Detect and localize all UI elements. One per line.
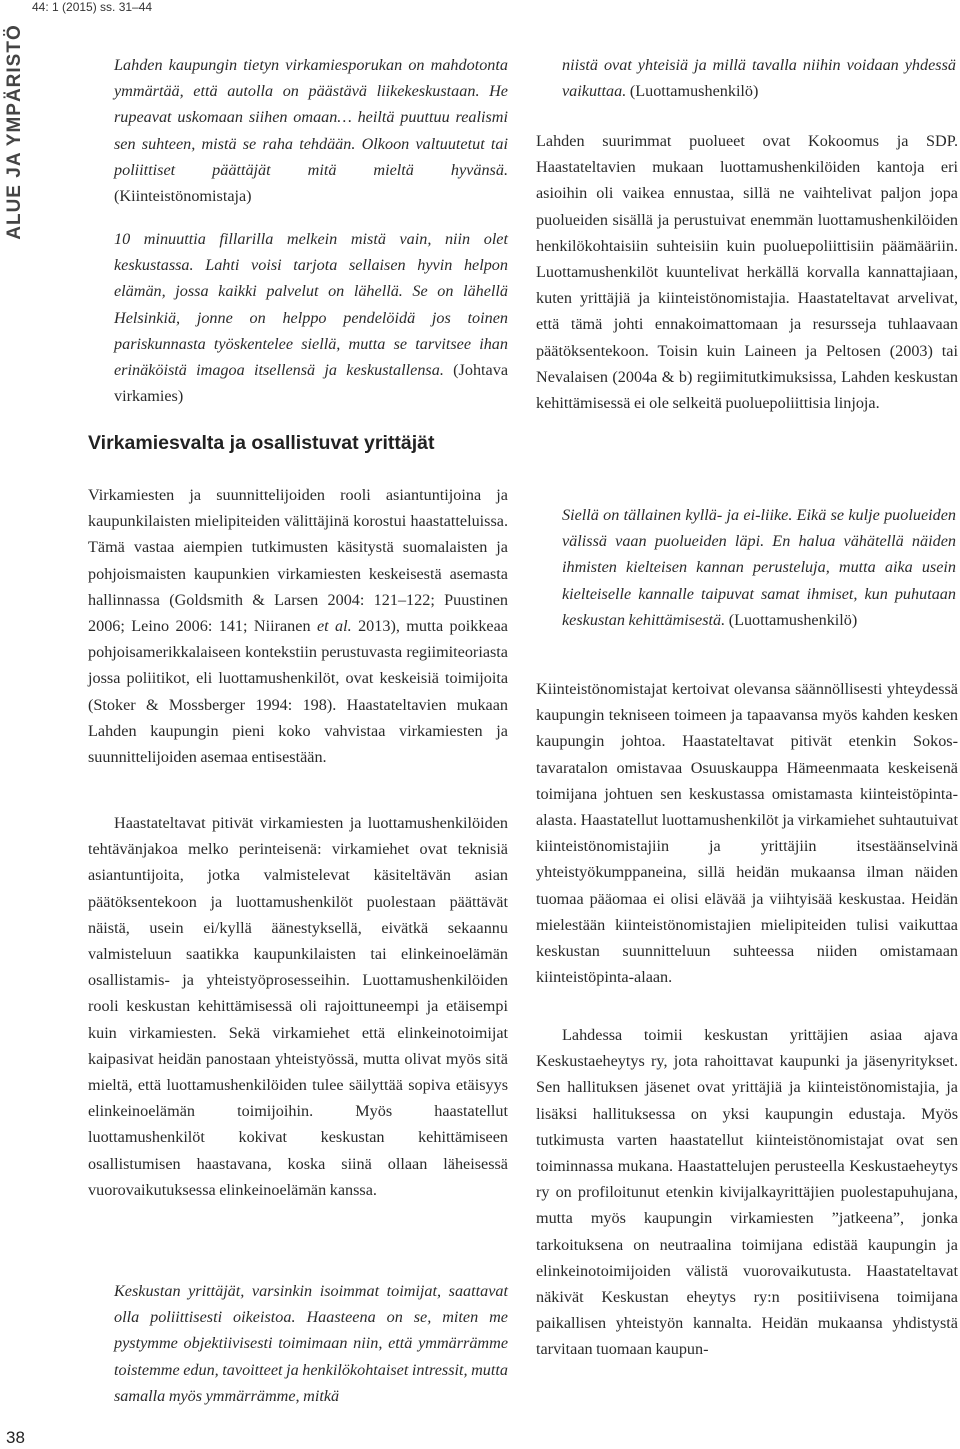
block-quote: [536, 502, 958, 633]
quote-attribution: (Luottamushenkilö): [725, 610, 858, 629]
quote-text: Siellä on tällainen kyllä- ja ei-liike. Eikä se kulje puolueiden välissä vaan puolueiden läpi. En halua vähätellä näiden ihmisten kielteisen kannan perusteluja, mutta aika usein kielteiselle kannalle taipuvat samat ihmiset, kun puhutaan keskustan kehittämisestä.: [562, 506, 956, 629]
block-quote: [88, 1278, 508, 1409]
citation-etal: et al.: [316, 617, 352, 636]
quote-text: Lahden kaupungin tietyn virkamiesporukan on mahdotonta ymmärtää, että autolla on päästävä liikekeskustaan. He rupeavat uskomaan siihen omaan… heiltä puuttuu realismi sen suhteen, mistä se raha tehdään. Olkoon valtuutetut tai poliittiset päättäjät mitä mieltä hyvänsä.: [114, 56, 508, 179]
body-paragraph: Kiinteistönomistajat kertoivat olevansa säännöllisesti yhteydessä kaupungin tekniseen toimeen ja tapaavansa myös kahden kesken kaupungin johtoa. Haastateltavat pitivät etenkin Sokos-tavaratalon omistavaa Osuuskauppa Hämeenmaata keskeisenä toimijana johtuen sen keskustassa omistamasta kiinteistöpinta-alasta. Haastatellut luottamushenkilöt ja virkamiehet suhtautuivat kiinteistönomistajiin ja yrittäjiin itsestäänselvinä yhteistyökumppaneina, sillä heidän mukaansa ilman näiden tuomaa pääomaa ei olisi elävää ja viihtyisää keskustaa. Heidän mielestään kiinteistönomistajien mielipiteiden tulisi vaikuttaa keskustan suunnitteluun suhteessa niiden omistamaan kiinteistöpinta-alaan.: [536, 680, 958, 987]
body-paragraph: Lahdessa toimii keskustan yrittäjien asiaa ajava Keskustaeheytys ry, jota rahoittavat kaupunki ja jäsenyritykset. Sen hallituksen jäsenet ovat yrittäjiä ja kiinteistönomistajia, ja lisäksi hallituksessa on yksi kaupungin edustaja. Myös tutkimusta varten haastatellut kiinteistönomistajat ovat sen toiminnassa mukana. Haastattelujen perusteella Keskustaeheytys ry on profiloitunut etenkin kivijalkayrittäjien puolestapuhujana, mutta myös kaupungin virkamiesten ”jatkeena”, jonka tarkoituksena on neutraalina toimijana edistää kaupungin ja elinkeinotoimijoiden välistä vuorovaikutusta. Haastateltavat näkivät Keskustan eheytys ry:n positiivisena toimijana paikallisen yhteistyön kannalta. Heidän mukaansa yhdistystä tarvitaan tuomaan kaupun-: [536, 1026, 958, 1359]
body-paragraph: Haastateltavat pitivät virkamiesten ja luottamushenkilöiden tehtävänjakoa melko perinteisenä: virkamiehet ovat teknisiä asiantuntijoita, jotka valmistelevat käsiteltävän asian päätöksentekoon ja luottamushenkilöt puolestaan päättävät näistä, usein ei/kyllä äänestyksellä, eivätkä sekaannu valmisteluun saatikka kaupunkilaisten tai elinkeinoelämän osallistamis- ja yhteistyöprosesseihin. Luottamushenkilöiden rooli keskustan kehittämisessä oli rajoittuneempi ja etäisempi kuin virkamiesten. Sekä virkamiehet että elinkeinotoimijat kaipasivat heidän panostaan yhteistyössä, mutta olivat myös sitä mieltä, että luottamushenkilöiden tulee säilyttää sopiva etäisyys elinkeinoelämän toimijoihin. Myös haastatellut luottamushenkilöt kokivat keskustan kehittämiseen osallistumisen haastavana, koska siinä ollaan läheisessä vuorovaikutuksessa elinkeinoelämän kanssa.: [88, 814, 508, 1199]
block-quote-continued: [536, 52, 958, 104]
quote-attribution: (Luottamushenkilö): [626, 82, 759, 101]
section-heading: Virkamiesvalta ja osallistuvat yrittäjät: [88, 432, 435, 454]
quote-text: 10 minuuttia fillarilla melkein mistä vain, niin olet keskustassa. Lahti voisi tarjota sellaisen hyvin helpon elämän, jossa kaikki palvelut on lähellä. Se on lähellä Helsinkiä, jonne on helppo pendelöidä jos toinen pariskunnasta työskentelee siellä, mutta se tarvitsee ihan erinäköistä imagoa itsellensä ja keskustallensa.: [114, 230, 508, 380]
quote-attribution: (Kiinteistönomistaja): [114, 187, 252, 206]
body-paragraph: Lahden suurimmat puolueet ovat Kokoomus ja SDP. Haastateltavien mukaan luottamushenkilöiden kantoja eri asioihin oli vaikea ennustaa, sillä ne vaihtelivat paljon jopa puolueiden sisällä ja perustuivat enemmän luottamushenkilöiden henkilökohtaisiin suhteisiin kuin puoluepoliittisiin päämääriin. Luottamushenkilöt kuuntelivat herkällä korvalla kannattajiaan, kuten yrittäjiä ja kiinteistönomistajia. Haastateltavat arvelivat, että tämä johti ennakoimattomaan ja resursseja tuhlaavaan päätöksentekoon. Toisin kuin Laineen ja Peltosen (2003) tai Nevalaisen (2004a & b) regiimitutkimuksissa, Lahden keskustan kehittämisessä ei ole selkeitä puoluepoliittisia linjoja.: [536, 132, 958, 413]
section-title-text: ALUE JA YMPÄRISTÖ: [4, 24, 25, 240]
body-paragraph: [88, 482, 508, 770]
quote-text: Keskustan yrittäjät, varsinkin isoimmat toimijat, saattavat olla poliittisesti oikeistoa. Haasteena on se, miten me pystymme objektiivisesti toimimaan niin, että ymmärrämme toistemme edun, tavoitteet ja henkilökohtaiset intressit, mutta samalla myös ymmärrämme, mitkä: [114, 1282, 508, 1405]
page-number: 38: [6, 1428, 25, 1447]
paragraph-text: Virkamiesten ja suunnittelijoiden rooli asiantuntijoina ja kaupunkilaisten mielipiteiden välittäjinä korostui haastatteluissa. Tämä vastaa aiempien tutkimusten käsitystä suomalaisten ja pohjoismaisten kaupunkien virkamiesten keskeisestä asemasta hallinnassa (Goldsmith & Larsen 2004: 121–122; Puustinen 2006; Leino 2006: 141; Niiranen: [88, 486, 508, 636]
block-quote: [88, 52, 508, 209]
quote-text: niistä ovat yhteisiä ja millä tavalla niihin voidaan yhdessä vaikuttaa.: [562, 56, 956, 101]
section-title: [0, 12, 30, 252]
paragraph-text: 2013), mutta poikkeaa pohjoisamerikkalaiseen kontekstiin perustuvasta regiimiteoriasta jossa poliitikot, eli luottamushenkilöt, ovat keskeisiä toimijoita (Stoker & Mossberger 1994: 198). Haastateltavien mukaan Lahden kaupungin pieni koko vahvistaa virkamiesten ja suunnittelijoiden asemaa entisestään.: [88, 617, 508, 767]
journal-reference: 44: 1 (2015) ss. 31–44: [32, 0, 153, 14]
quote-attribution: (Johtava virkamies): [114, 361, 509, 406]
block-quote: [88, 226, 508, 409]
